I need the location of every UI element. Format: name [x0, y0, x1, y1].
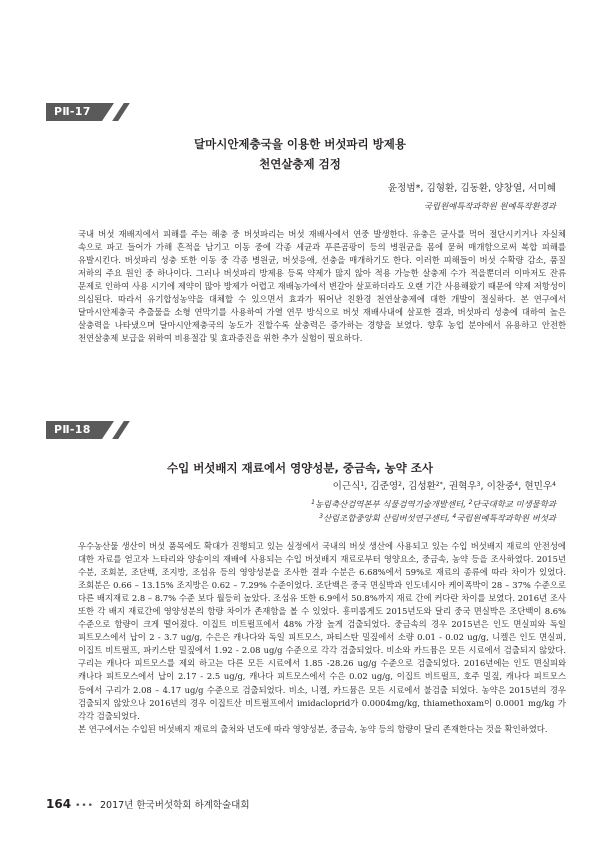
author-name: 김준영	[370, 481, 399, 492]
affiliation-text: 산림조합중앙회 산림버섯연구센터	[323, 513, 448, 523]
affiliation-text: 단국대학교 미생물학과	[472, 499, 556, 509]
affiliation-text: 국립원예특작과학원 버섯과	[456, 513, 556, 523]
abstract-paragraph: 본 연구에서는 수입된 버섯배지 재료의 출처와 년도에 따라 영양성분, 중금속, 농약 등의 함량이 달리 존재한다는 것을 확인하였다.	[78, 723, 548, 734]
abstract-code: PⅡ-18	[54, 423, 91, 436]
abstract-code-tag	[46, 103, 102, 121]
conference-name: 2017년 한국버섯학회 하계학술대회	[100, 800, 250, 811]
author-list: 이근식$^1$, 김준영$^2$, 김성환$^{2*}$, 권혁우$^3$, 이찬중$^4$, 현민우$^4$	[332, 481, 556, 492]
abstract-title-line: 수입 버섯배지 재료에서 영양성분, 중금속, 농약 조사	[166, 461, 434, 475]
author-affiliation-mark: 2	[398, 481, 402, 488]
affiliation: $^1$농림축산검역본부 식물검역기술개발센터, $^2$단국대학교 미생물학과	[311, 499, 556, 509]
abstract-body	[78, 540, 566, 736]
affiliation-mark: 4	[452, 513, 457, 520]
tag-slash-decoration	[112, 103, 130, 121]
abstract-body	[78, 228, 566, 345]
author-affiliation-mark: 4	[514, 481, 519, 488]
page-number: 164	[46, 797, 72, 811]
footer-dots: •••	[75, 801, 94, 811]
affiliation-mark: 1	[311, 499, 315, 506]
tag-slash-decoration	[112, 421, 130, 439]
author-name: 현민우	[524, 481, 553, 492]
author-list: 윤정범*, 김형환, 김동환, 양창열, 서미혜	[387, 183, 556, 194]
abstract-title-line: 천연살충제 검정	[259, 157, 341, 171]
abstract-title	[40, 458, 560, 478]
abstract-code: PⅡ-17	[54, 105, 91, 118]
author-name: 김성환	[408, 481, 436, 492]
author-name: 이근식	[332, 481, 361, 492]
abstract-title-line: 달마시안제충국을 이용한 버섯파리 방제용	[194, 137, 406, 151]
author-name: 이찬중	[486, 481, 515, 492]
author-affiliation-mark: 1	[360, 481, 365, 488]
author-affiliation-mark: 4	[552, 481, 556, 488]
affiliation-mark: 2	[468, 499, 473, 506]
affiliation: 국립원예특작과학원 원예특작환경과	[423, 201, 556, 211]
abstract-paragraph: 우수농산물 생산이 버섯 품목에도 확대가 진행되고 있는 실정에서 국내의 버섯 생산에 사용되고 있는 수입 버섯배지 재료의 안전성에 대한 자료를 얻고자 느타리와 양송이의 재배에 사용되는 수입 버섯배지 재료로부터 영양요소, 중금속, 농약 등을 조사하였다. 2015년 수분, 조회분, 조단백, 조지방, 조섬유 등의 영양성분을 조사한 결과 수분은 6.68%에서 59%로 재료의 종류에 따라 차이가 있었다. 조회분은 0.66 – 13.15% 조지방은 0.62 – 7.29% 수준이었다. 조단백은 중국 면실박과 인도네시아 케이폭박이 28 – 37% 수준으로 다른 배지재료 2.8 – 8.7% 수준 보다 월등히 높았다. 조섬유 또한 6.9에서 50.8%까지 재료 간에 커다란 차이를 보였다. 2016년 조사 또한 각 배지 재료간에 영양성분의 함량 차이가 존재함을 볼 수 있었다. 흥미롭게도 2015년도와 달리 중국 면실박은 조단백이 8.6% 수준으로 함량이 크게 떨어졌다. 이집트 비트펄프에서 48% 가장 높게 검출되었다. 중금속의 경우 2015년은 인도 면실피와 독일 피트모스에서 납이 2 - 3.7 ug/g, 수은은 캐나다와 독일 피트모스, 파티스탄 밀짚에서 소량 0.01 - 0.02 ug/g, 니켈은 인도 면실피, 이집트 비트펄프, 파키스탄 밀짚에서 1.92 - 2.08 ug/g 수준으로 각각 검출되었다. 비소와 카드뮴은 모든 시료에서 검출되지 않았다. 구리는 캐나다 피트모스를 제외 하고는 다른 모든 시료에서 1.85 -28.26 ug/g 수준으로 검출되었다. 2016년에는 인도 면실피와 캐나다 피트모스에서 납이 2.17 - 2.5 ug/g, 캐나다 피트모스에서 수은 0.02 ug/g, 이집트 비트펄프, 호주 밀짚, 캐나다 피트모스 등에서 구리가 2.08 – 4.17 ug/g 수준으로 검출되었다. 비소, 니켈, 카드뮴은 모든 시료에서 불검출 되었다. 농약은 2015년의 경우 검출되지 않았으나 2016년의 경우 이집트산 비트펄프에서 imidacloprid가 0.0004mg/kg, thiamethoxam이 0.0001 mg/kg 가 각각 검출되었다.	[78, 541, 566, 721]
affiliation-text: 농림축산검역본부 식물검역기술개발센터	[314, 499, 464, 509]
affiliation: $^3$산림조합중앙회 산림버섯연구센터, $^4$국립원예특작과학원 버섯과	[319, 513, 556, 523]
author-name: 권혁우	[448, 481, 477, 492]
abstract-code-tag	[46, 421, 102, 439]
abstract-title	[40, 134, 560, 174]
author-affiliation-mark: 3	[476, 481, 481, 488]
page-footer	[46, 793, 250, 812]
abstract-paragraph: 국내 버섯 재배지에서 피해를 주는 해충 중 버섯파리는 버섯 재배사에서 연중 발생한다. 유충은 균사를 먹어 절단시키거나 자실체 속으로 파고 들어가 가해 흔적을 남기고 이동 중에 각종 세균과 푸른곰팡이 등의 병원균을 몸에 묻혀 매개함으로써 복합 피해를 유발시킨다. 버섯파리 성충 또한 이동 중 각종 병원균, 버섯응애, 선충을 매개하기도 한다. 이러한 피해들이 버섯 수확량 감소, 품질 저하의 주요 원인 중 하나이다. 그러나 버섯파리 방제용 등록 약제가 많지 않아 적용 가능한 살충제 수가 적을뿐더러 이마저도 잔류 문제로 인하여 사용 시기에 제약이 많아 방제가 어렵고 재배농가에서 변갈아 살포하더라도 오랜 기간 사용해왔기 때문에 약제 저항성이 의심된다. 따라서 유기합성농약을 대체할 수 있으면서 효과가 뛰어난 친환경 천연살충제에 대한 개발이 절실하다. 본 연구에서 달마시안제충국 추출물을 소형 연막기를 사용하여 가열 연무 방식으로 버섯 재배사내에 살포한 결과, 버섯파리 성충에 대하여 높은 살충력을 나타냈으며 달마시안제충국의 농도가 진할수록 살충력은 증가하는 경향을 보였다. 향후 농업 분야에서 유용하고 안전한 천연살충제 보급을 위하여 비용절감 및 효과증진을 위한 추가 실험이 필요하다.	[78, 229, 566, 344]
affiliation-mark: 3	[319, 513, 324, 520]
author-affiliation-mark: 2*	[435, 481, 443, 488]
